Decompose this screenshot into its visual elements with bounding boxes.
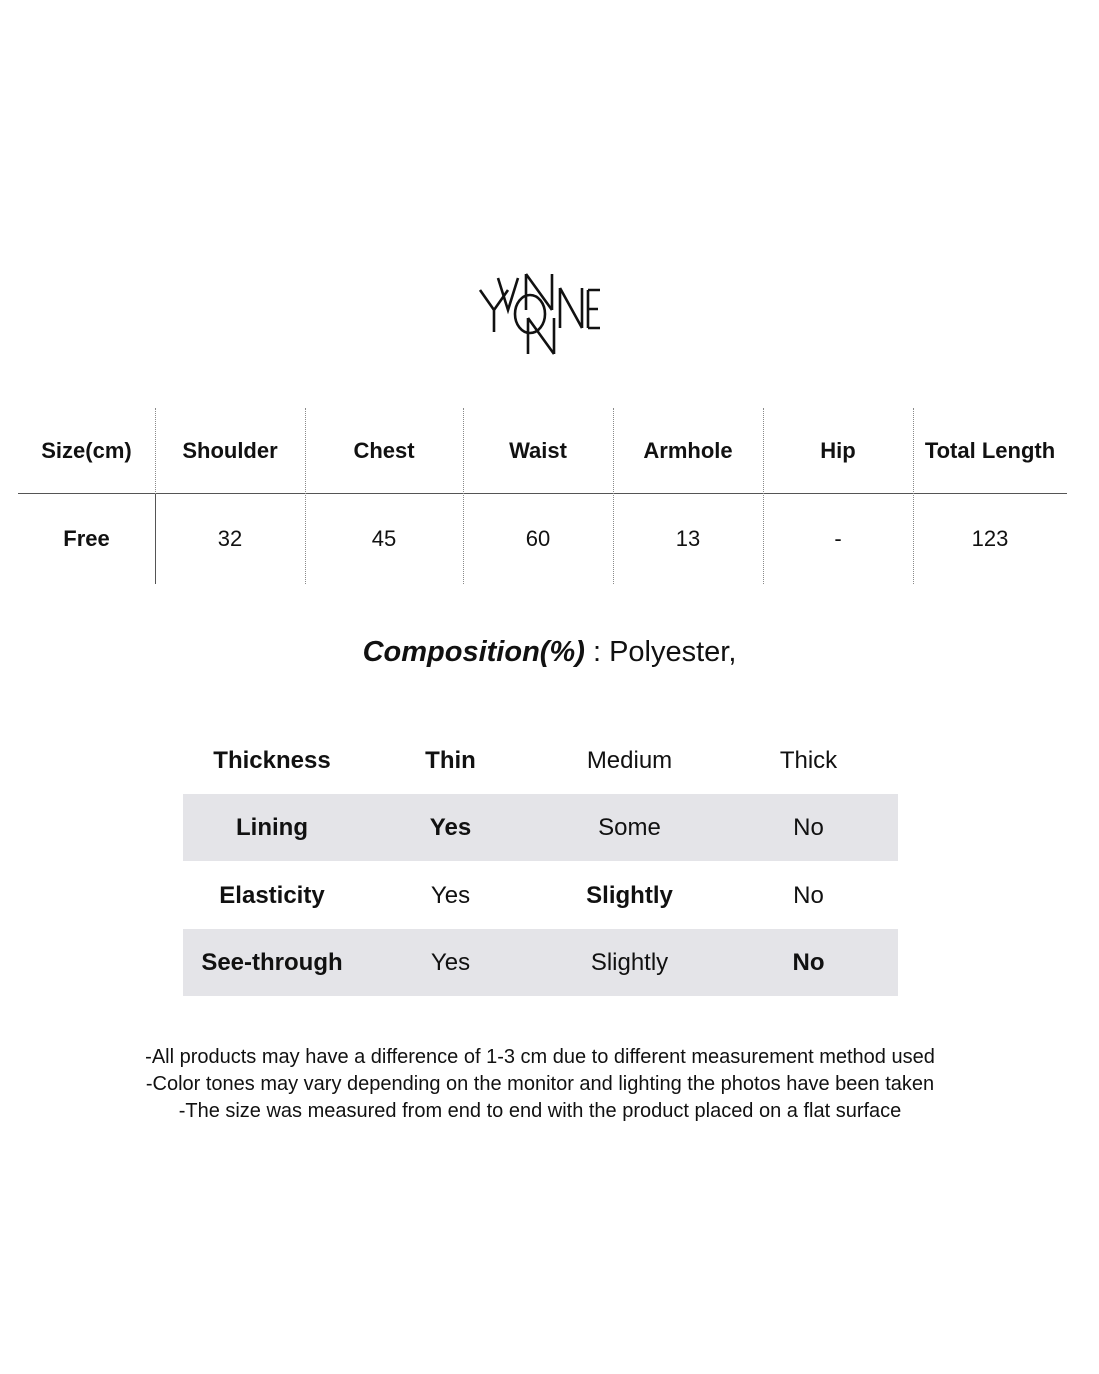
column-divider (613, 408, 614, 584)
note-line: -The size was measured from end to end with the product placed on a flat surface (178, 1100, 902, 1122)
composition-value: Polyester, (609, 636, 737, 668)
composition-separator: : (584, 636, 610, 668)
size-header-hip: Hip (820, 438, 856, 463)
fabric-row-label: Lining (236, 813, 308, 841)
fabric-option: No (793, 813, 824, 841)
column-divider (763, 408, 764, 584)
measurement-notes (0, 1044, 1080, 1125)
size-table (18, 408, 1067, 584)
size-table-header-row (18, 408, 1067, 494)
fabric-option-selected: Thin (425, 746, 476, 774)
size-table-row (18, 494, 1067, 584)
size-value-waist: 60 (525, 526, 551, 551)
fabric-option: Slightly (590, 948, 669, 976)
note-line: -Color tones may vary depending on the monitor and lighting the photos have been taken (145, 1073, 935, 1095)
fabric-option: Some (598, 813, 661, 841)
fabric-option-selected: No (792, 948, 825, 976)
column-divider (155, 494, 156, 584)
size-header-shoulder: Shoulder (182, 438, 278, 463)
size-header-waist: Waist (509, 438, 567, 463)
composition-label: Composition(%) (362, 636, 585, 668)
column-divider (155, 408, 156, 494)
size-value-size: Free (63, 526, 110, 551)
size-header-size: Size(cm) (41, 438, 132, 463)
size-header-total-length: Total Length (924, 438, 1056, 463)
fabric-option: Medium (586, 746, 673, 774)
fabric-option: No (793, 881, 824, 909)
fabric-option: Yes (430, 948, 471, 976)
size-header-chest: Chest (353, 438, 415, 463)
size-header-armhole: Armhole (643, 438, 733, 463)
composition-line (0, 636, 1099, 669)
fabric-row-lining (183, 794, 898, 861)
fabric-row-label: See-through (201, 948, 343, 976)
size-value-total-length: 123 (971, 526, 1009, 551)
size-value-shoulder: 32 (217, 526, 243, 551)
size-value-chest: 45 (371, 526, 397, 551)
fabric-option: Yes (430, 881, 471, 909)
column-divider (305, 408, 306, 584)
note-line: -All products may have a difference of 1-3 cm due to different measurement method used (145, 1046, 935, 1068)
fabric-row-see-through (183, 929, 898, 996)
column-divider (913, 408, 914, 584)
fabric-row-label: Elasticity (219, 881, 325, 909)
fabric-row-label: Thickness (213, 746, 331, 774)
fabric-properties-table (183, 727, 898, 997)
fabric-option: Thick (779, 746, 838, 774)
fabric-option-selected: Yes (429, 813, 472, 841)
column-divider (463, 408, 464, 584)
fabric-row-elasticity (183, 862, 898, 929)
brand-logo (470, 270, 610, 360)
fabric-row-thickness (183, 727, 898, 794)
size-value-armhole: 13 (675, 526, 701, 551)
yvonne-logo-mark (470, 270, 610, 360)
fabric-option-selected: Slightly (586, 881, 673, 909)
size-value-hip: - (834, 526, 842, 551)
